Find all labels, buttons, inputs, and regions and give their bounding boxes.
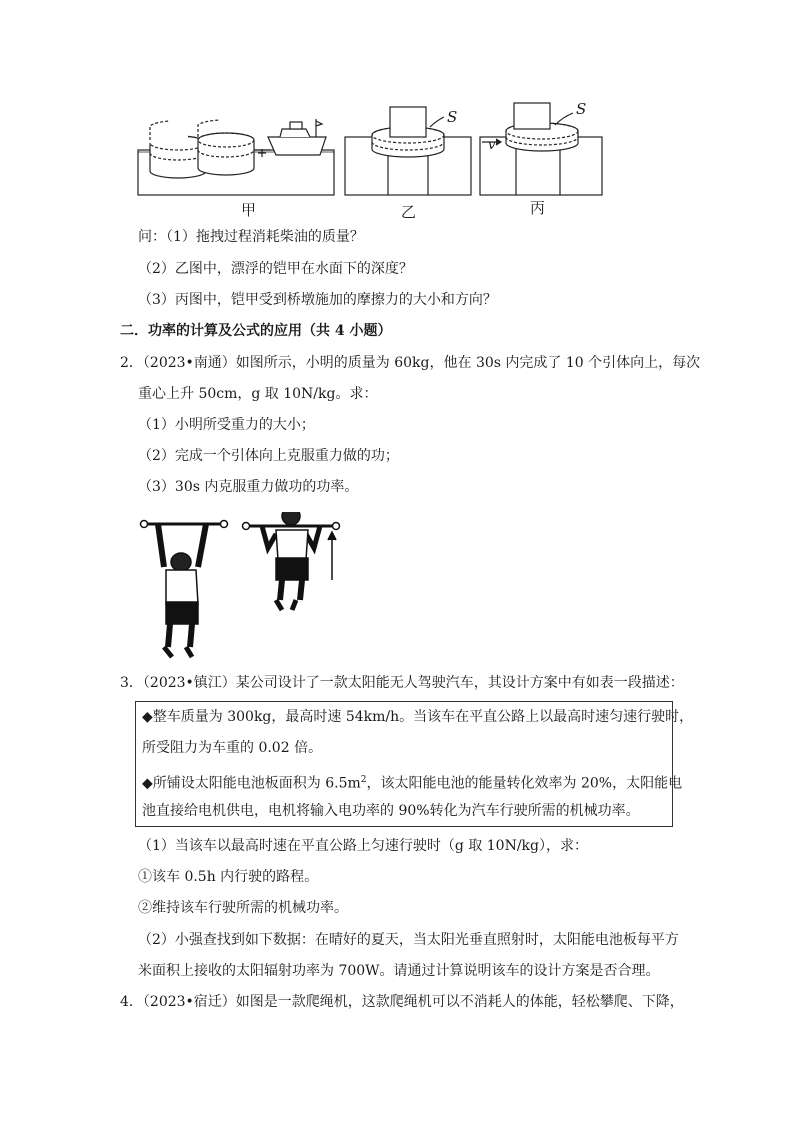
q2-line2: 重心上升 50cm，g 取 10N/kg。求： [138,386,378,402]
label-s-2: S [447,108,458,126]
section-2-title: 二．功率的计算及公式的应用（共 4 小题） [120,323,392,339]
q3-box-line4: 池直接给电机供电，电机将输入电功率的 90%转化为汽车行驶所需的机械功率。 [142,803,640,819]
q3-box-line1: ◆整车质量为 300kg，最高时速 54km/h。当该车在平直公路上以最高时速匀速行驶时， [142,709,694,725]
q3-sub1b: ②维持该车行驶所需的机械功率。 [138,900,348,916]
q4-line1: 4．（2023•宿迁）如图是一款爬绳机，这款爬绳机可以不消耗人的体能，轻松攀爬、下降， [120,994,684,1010]
label-yi: 乙 [401,203,417,221]
q1-sub3: （3）丙图中，铠甲受到桥墩施加的摩擦力的大小和方向？ [138,292,497,308]
q3-box-line2: 所受阻力为车重的 0.02 倍。 [142,740,323,756]
q3-line1: 3．（2023•镇江）某公司设计了一款太阳能无人驾驶汽车，其设计方案中有如表一段描述： [120,675,684,691]
q3-box-line3 [142,770,682,794]
q3-sub2-line2: 米面积上接收的太阳辐射功率为 700W。请通过计算说明该车的设计方案是否合理。 [138,963,660,979]
q2-sub2: （2）完成一个引体向上克服重力做的功； [138,448,399,464]
label-v: v [488,138,496,153]
q3-sub1: （1）当该车以最高时速在平直公路上匀速行驶时（g 取 10N/kg），求： [138,838,588,854]
label-jia: 甲 [241,201,257,219]
label-bing: 丙 [530,199,546,217]
q3-box-line3-a: ◆所铺设太阳能电池板面积为 6.5m [142,775,361,792]
q1-ask: 问：（1）拖拽过程消耗柴油的质量？ [138,229,364,245]
q3-box-line3-b: ，该太阳能电池的能量转化效率为 20%，太阳能电 [366,775,683,792]
q2-line1: 2．（2023•南通）如图所示，小明的质量为 60kg，他在 30s 内完成了 10 个引体向上，每次 [120,355,701,371]
q1-sub2: （2）乙图中，漂浮的铠甲在水面下的深度？ [138,261,413,277]
q3-description-box [135,701,694,827]
pull-up-figure [136,512,346,667]
q2-sub3: （3）30s 内克服重力做功的功率。 [138,479,359,495]
q3-box-line3-sup: 2 [360,775,367,785]
q3-sub2-line1: （2）小强查找到如下数据：在晴好的夏天，当太阳光垂直照射时，太阳能电池板每平方 [138,932,679,948]
label-s-1: S [576,100,587,118]
q2-sub1: （1）小明所受重力的大小； [138,417,315,433]
q3-sub1a: ①该车 0.5h 内行驶的路程。 [138,869,319,885]
